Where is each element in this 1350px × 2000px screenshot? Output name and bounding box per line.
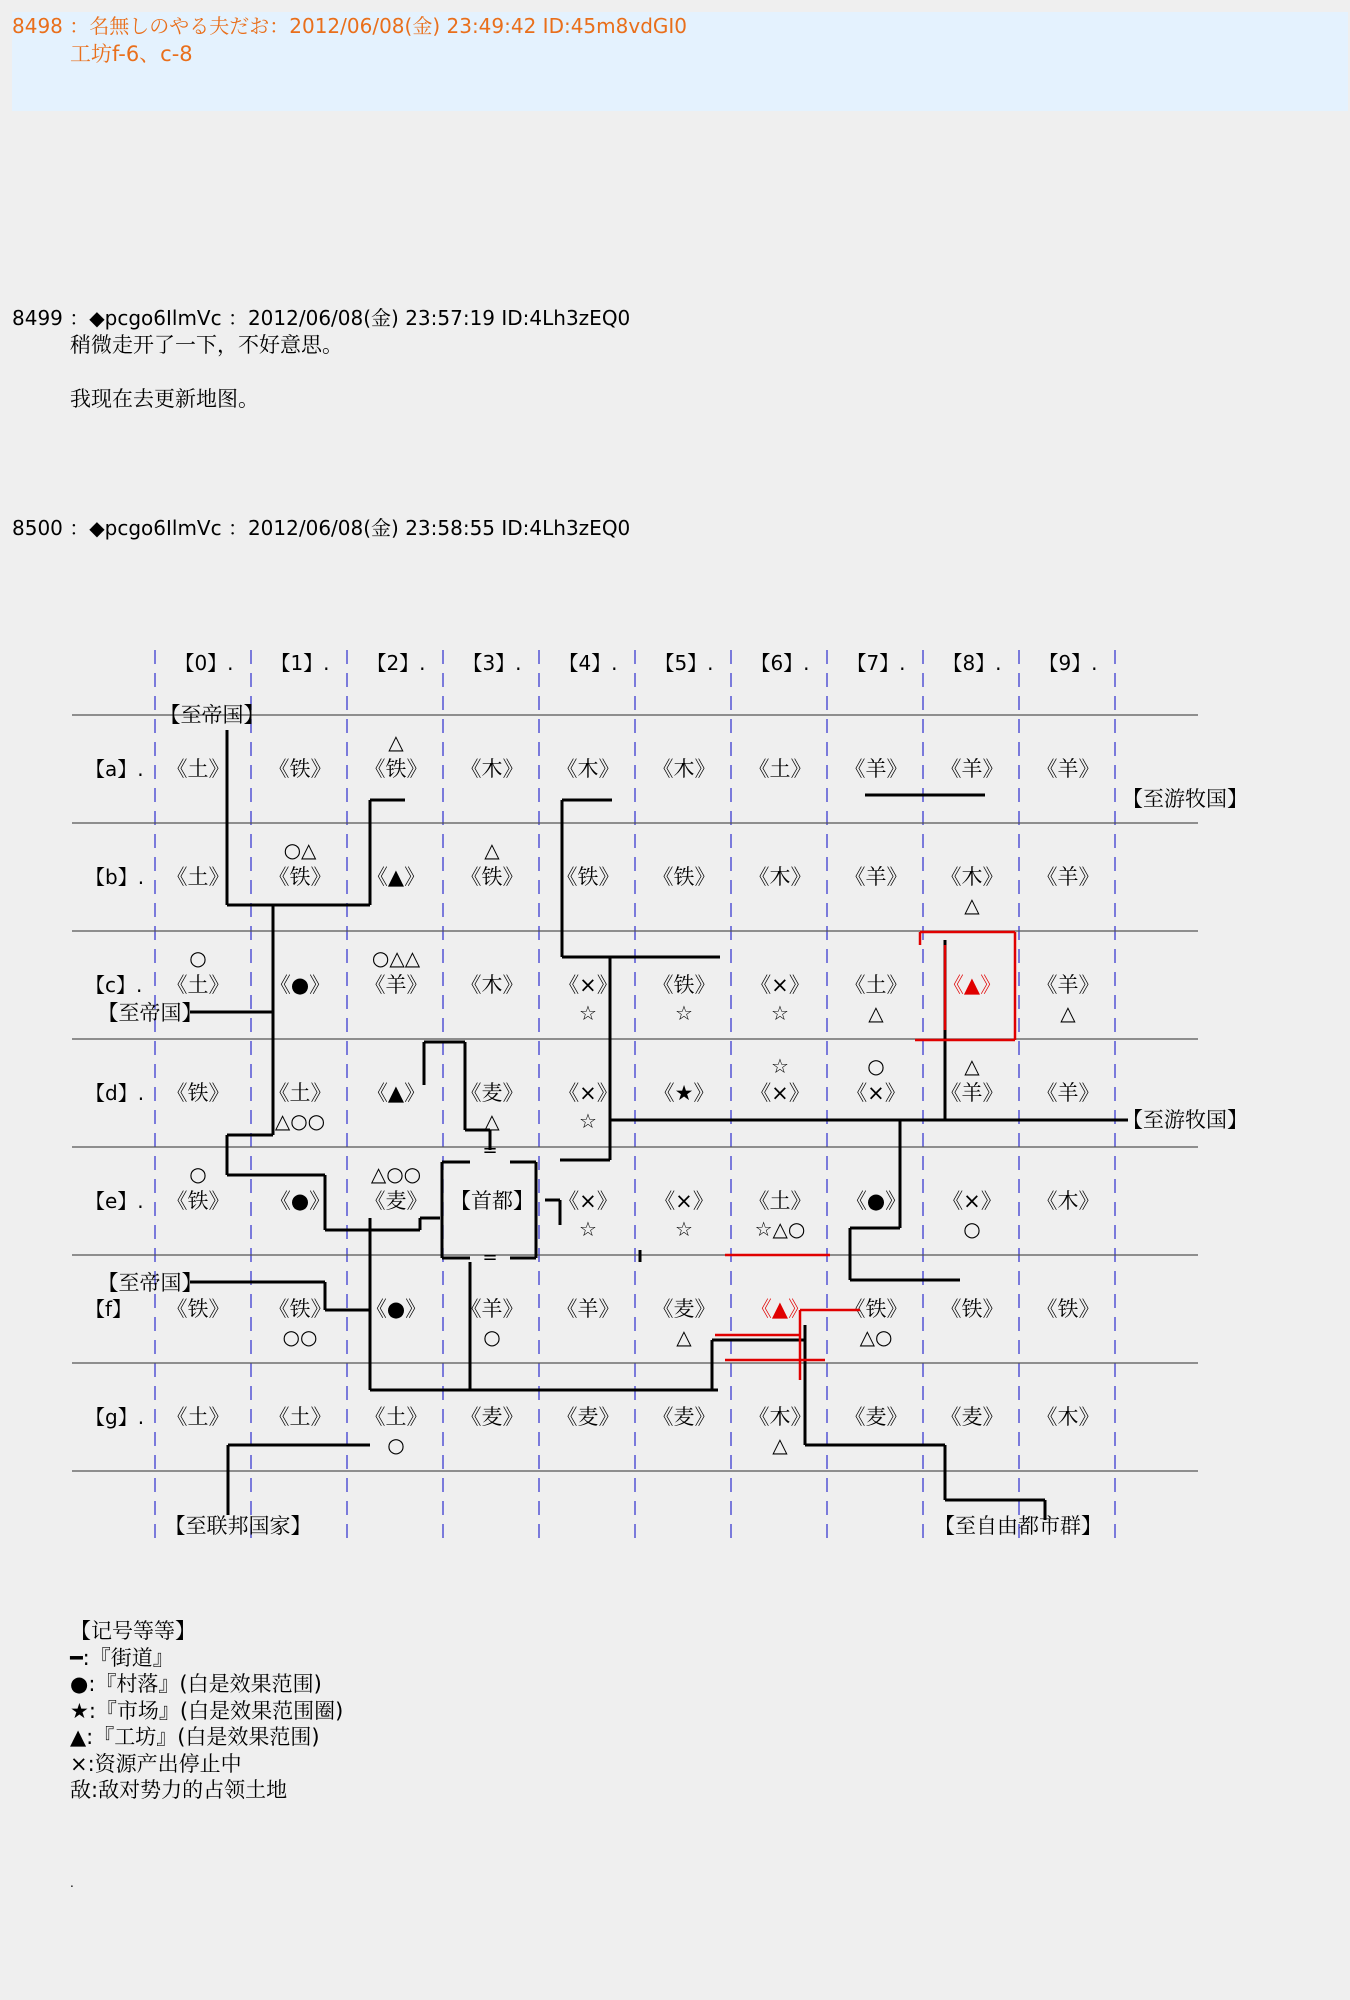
cell-mark-above: △○○: [370, 1162, 422, 1186]
cell-mark-below: ☆: [579, 1001, 597, 1025]
cell-mark-below: △: [868, 1001, 884, 1025]
legend-workshop: ▲:『工坊』(白是效果范围): [70, 1725, 320, 1749]
column-header-9: 【9】.: [1038, 651, 1098, 675]
cell-4-4: 《×》: [558, 1189, 618, 1213]
cell-1-6: 《木》: [748, 865, 812, 889]
row-label-0: 【a】.: [85, 757, 144, 781]
cell-3-5: 《★》: [653, 1081, 715, 1105]
cell-mark-below: ○: [387, 1433, 405, 1457]
cell-3-9: 《羊》: [1036, 1081, 1100, 1105]
cell-0-5: 《木》: [652, 757, 716, 781]
cell-2-5: 《铁》: [652, 973, 716, 997]
cell-mark-below: ○: [483, 1325, 501, 1349]
cell-0-8: 《羊》: [940, 757, 1004, 781]
cell-mark-below: △○: [859, 1325, 893, 1349]
row-label-5: 【f】: [85, 1297, 133, 1321]
cell-4-9: 《木》: [1036, 1189, 1100, 1213]
column-header-4: 【4】.: [558, 651, 618, 675]
cell-mark-above: ○△△: [371, 946, 421, 970]
cell-6-3: 《麦》: [460, 1405, 524, 1429]
cell-0-1: 《铁》: [268, 757, 332, 781]
column-header-6: 【6】.: [750, 651, 810, 675]
legend-village: ●:『村落』(白是效果范围): [70, 1672, 322, 1696]
cell-2-8: 《▲》: [942, 973, 1002, 997]
cell-mark-below: ☆: [675, 1001, 693, 1025]
cell-1-0: 《土》: [166, 865, 230, 889]
legend-enemy: 敌:敌对势力的占领土地: [70, 1778, 288, 1802]
cell-5-3: 《羊》: [460, 1297, 524, 1321]
cell-2-4: 《×》: [558, 973, 618, 997]
label-to-nomad-a: 【至游牧国】: [1122, 787, 1248, 811]
cell-6-7: 《麦》: [844, 1405, 908, 1429]
cell-0-6: 《土》: [748, 757, 812, 781]
column-header-2: 【2】.: [366, 651, 426, 675]
legend-title: 【记号等等】: [70, 1619, 196, 1643]
cell-mark-below: ○: [963, 1217, 981, 1241]
cell-6-4: 《麦》: [556, 1405, 620, 1429]
cell-4-6: 《土》: [748, 1189, 812, 1213]
label-to-empire-top: 【至帝国】: [159, 703, 265, 727]
cell-6-8: 《麦》: [940, 1405, 1004, 1429]
row-label-2: 【c】.: [85, 973, 143, 997]
legend-road: ━:『街道』: [70, 1645, 174, 1670]
post-8499-line-2: 我现在去更新地图。: [70, 387, 259, 411]
capital-gate-top: =: [482, 1140, 498, 1161]
cell-4-2: 《麦》: [364, 1189, 428, 1213]
cell-mark-above: ○: [867, 1054, 885, 1078]
cell-mark-above: △: [964, 1054, 980, 1078]
cell-mark-below: ☆: [579, 1217, 597, 1241]
cell-1-3: 《铁》: [460, 865, 524, 889]
trailing-mark: .: [70, 1876, 74, 1890]
cell-5-9: 《铁》: [1036, 1297, 1100, 1321]
cell-mark-below: △: [964, 893, 980, 917]
cell-2-1: 《●》: [269, 973, 331, 997]
column-header-0: 【0】.: [174, 651, 234, 675]
label-to-empire-c: 【至帝国】: [97, 1001, 203, 1025]
column-header-1: 【1】.: [270, 651, 330, 675]
cell-5-4: 《羊》: [556, 1297, 620, 1321]
cell-3-1: 《土》: [268, 1081, 332, 1105]
cell-1-2: 《▲》: [366, 865, 426, 889]
cell-mark-below: ☆△○: [754, 1217, 806, 1241]
cell-3-3: 《麦》: [460, 1081, 524, 1105]
cell-6-9: 《木》: [1036, 1405, 1100, 1429]
cell-1-1: 《铁》: [268, 865, 332, 889]
cell-mark-above: ☆: [771, 1054, 789, 1078]
label-to-free-cities: 【至自由都市群】: [934, 1514, 1102, 1538]
row-label-1: 【b】.: [85, 865, 145, 889]
cell-mark-below: △○○: [274, 1109, 326, 1133]
cell-mark-below: ○○: [282, 1325, 318, 1349]
cell-1-5: 《铁》: [652, 865, 716, 889]
cell-mark-below: ☆: [771, 1001, 789, 1025]
cell-5-7: 《铁》: [844, 1297, 908, 1321]
cell-mark-below: ☆: [675, 1217, 693, 1241]
cell-mark-below: ☆: [579, 1109, 597, 1133]
label-to-empire-f: 【至帝国】: [97, 1271, 203, 1295]
row-label-3: 【d】.: [85, 1081, 145, 1105]
cell-0-0: 《土》: [166, 757, 230, 781]
cell-3-7: 《×》: [846, 1081, 906, 1105]
column-header-8: 【8】.: [942, 651, 1002, 675]
cell-6-1: 《土》: [268, 1405, 332, 1429]
post-8500-header: 8500 ：◆pcgo6IlmVc ：2012/06/08(金) 23:58:55 ID:4Lh3zEQ0: [12, 516, 631, 540]
cell-1-7: 《羊》: [844, 865, 908, 889]
cell-1-4: 《铁》: [556, 865, 620, 889]
label-to-nomad-d: 【至游牧国】: [1122, 1108, 1248, 1132]
cell-mark-above: ○: [189, 946, 207, 970]
row-label-4: 【e】.: [85, 1189, 144, 1213]
cell-mark-below: △: [772, 1433, 788, 1457]
column-header-3: 【3】.: [462, 651, 522, 675]
cell-2-9: 《羊》: [1036, 973, 1100, 997]
row-label-6: 【g】.: [85, 1405, 145, 1429]
legend: [70, 1618, 343, 1804]
column-header-7: 【7】.: [846, 651, 906, 675]
cell-mark-below: △: [1060, 1001, 1076, 1025]
cell-6-0: 《土》: [166, 1405, 230, 1429]
cell-3-4: 《×》: [558, 1081, 618, 1105]
cell-4-3: 【首都】: [450, 1189, 534, 1213]
cell-2-2: 《羊》: [364, 973, 428, 997]
cell-1-8: 《木》: [940, 865, 1004, 889]
capital-gate-bottom: =: [482, 1247, 498, 1268]
cell-5-5: 《麦》: [652, 1297, 716, 1321]
label-to-federation: 【至联邦国家】: [164, 1514, 312, 1538]
cell-2-3: 《木》: [460, 973, 524, 997]
cell-6-5: 《麦》: [652, 1405, 716, 1429]
cell-5-2: 《●》: [365, 1297, 427, 1321]
cell-1-9: 《羊》: [1036, 865, 1100, 889]
cell-4-0: 《铁》: [166, 1189, 230, 1213]
cell-2-0: 《土》: [166, 973, 230, 997]
cell-3-8: 《羊》: [940, 1081, 1004, 1105]
cell-5-1: 《铁》: [268, 1297, 332, 1321]
cell-0-4: 《木》: [556, 757, 620, 781]
legend-market: ★:『市场』(白是效果范围圈): [70, 1698, 344, 1723]
cell-5-0: 《铁》: [166, 1297, 230, 1321]
cell-3-2: 《▲》: [366, 1081, 426, 1105]
cell-0-3: 《木》: [460, 757, 524, 781]
cell-2-7: 《土》: [844, 973, 908, 997]
post-8498-header: 8498 ：名無しのやる夫だお：2012/06/08(金) 23:49:42 ID:45m8vdGI0: [12, 14, 688, 38]
cell-6-6: 《木》: [748, 1405, 812, 1429]
post-8498-line: 工坊f-6、c-8: [70, 42, 193, 66]
column-header-5: 【5】.: [654, 651, 714, 675]
cell-mark-above: △: [388, 730, 404, 754]
cell-4-8: 《×》: [942, 1189, 1002, 1213]
cell-mark-above: ○△: [283, 838, 317, 862]
cell-mark-above: △: [484, 838, 500, 862]
cell-mark-above: ○: [189, 1162, 207, 1186]
cell-0-2: 《铁》: [364, 757, 428, 781]
cell-5-6: 《▲》: [750, 1297, 810, 1321]
legend-stopped: ×:资源产出停止中: [70, 1751, 242, 1776]
cell-2-6: 《×》: [750, 973, 810, 997]
cell-4-5: 《×》: [654, 1189, 714, 1213]
cell-4-7: 《●》: [845, 1189, 907, 1213]
cell-4-1: 《●》: [269, 1189, 331, 1213]
post-8499-header: 8499 ：◆pcgo6IlmVc ：2012/06/08(金) 23:57:19 ID:4Lh3zEQ0: [12, 306, 631, 330]
cell-6-2: 《土》: [364, 1405, 428, 1429]
cell-5-8: 《铁》: [940, 1297, 1004, 1321]
post-8499-line-1: 稍微走开了一下，不好意思。: [70, 333, 343, 357]
cell-3-6: 《×》: [750, 1081, 810, 1105]
cell-mark-below: △: [484, 1109, 500, 1133]
cell-0-9: 《羊》: [1036, 757, 1100, 781]
cell-mark-below: △: [676, 1325, 692, 1349]
cell-0-7: 《羊》: [844, 757, 908, 781]
cell-3-0: 《铁》: [166, 1081, 230, 1105]
